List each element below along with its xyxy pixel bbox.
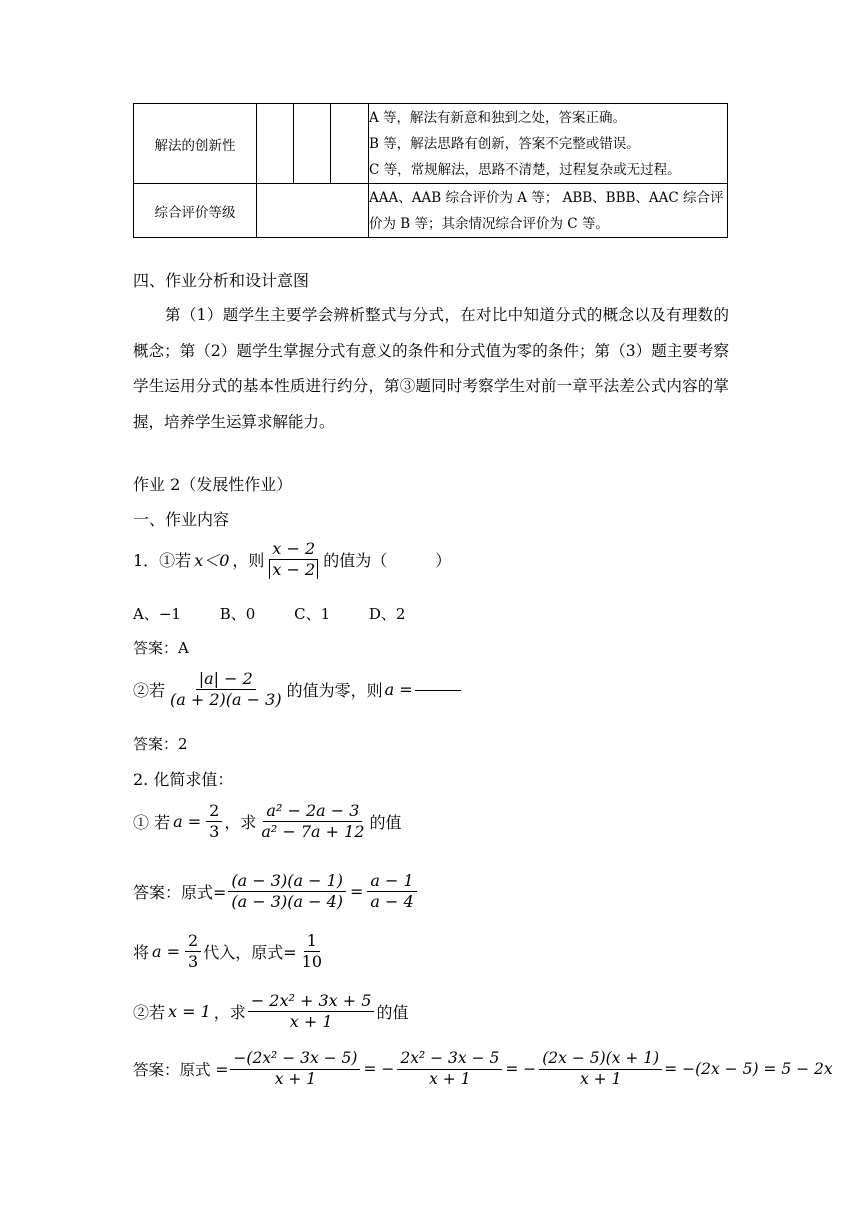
sub-mid: 代入，原式= [203,943,297,963]
content-heading: 一、作业内容 [133,510,230,529]
option-d: D、2 [368,605,406,623]
q2-2-step3 [539,1050,662,1089]
answer-blank [415,689,461,691]
q1-prefix: 1．①若 [133,551,192,571]
fraction-denominator: x + 1 [274,1069,317,1088]
rubric-row-innovation [134,104,728,184]
q1b-suffix: 的值为零，则 [286,681,383,701]
homework-title: 作业 2（发展性作业） [133,475,293,494]
fraction-denominator: x + 1 [580,1069,622,1088]
fraction-numerator: 2x² − 3x − 5 [397,1050,502,1070]
question-2-2 [133,992,408,1032]
fraction-numerator: 2 [206,802,222,822]
q2-1-ask: ，求 [224,813,257,833]
sub-result [299,932,325,972]
question-1 [133,540,451,580]
rubric-desc-innovation [369,104,728,184]
sub-prefix: 将 [133,943,150,963]
rubric-line: 价为 B 等；其余情况综合评价为 C 等。 [369,215,609,232]
q1-options [133,603,405,624]
fraction-denominator: (a − 3)(a − 4) [231,892,343,912]
sub-var: a = [152,942,181,962]
q1b-var: a = [384,680,413,700]
fraction-numerator: 1 [304,932,320,952]
rubric-line: AAA、AAB 综合评价为 A 等； ABB、BBB、AAC 综合评 [369,189,724,206]
fraction-numerator: − 2x² + 3x + 5 [248,992,375,1012]
rubric-label-overall: 综合评价等级 [134,184,257,238]
fraction-numerator: −(2x² − 3x − 5) [230,1050,360,1070]
question-2-1 [133,802,402,842]
q2-2-step2 [397,1050,502,1089]
fraction-numerator: (a − 3)(a − 1) [228,872,346,892]
q2-1-var: a = [173,812,202,832]
answer-label: 答案：原式= [133,883,227,903]
fraction-denominator: x + 1 [289,1012,333,1032]
answer-label: 答案：原式 = [133,1061,229,1080]
q2-2-ask: ，求 [213,1003,246,1023]
question-1b [133,670,461,710]
q1b-prefix: ②若 [133,681,166,701]
q2-2-expression [248,992,375,1032]
q2-1-prefix: ① 若 [133,813,171,833]
rubric-line: B 等，解法思路有创新，答案不完整或错误。 [369,135,640,152]
q1-then: ，则 [232,551,265,571]
q2-1-value [206,802,222,842]
fraction-denominator: a − 4 [370,892,414,912]
q2-1-step2 [367,872,416,912]
rubric-cell-merged [257,184,369,238]
rubric-cell-a [257,104,294,184]
fraction-denominator: x + 1 [429,1069,471,1088]
q1-suffix: 的值为（ ） [323,551,452,571]
option-b: B、0 [219,605,256,623]
fraction-numerator: a² − 2a − 3 [263,802,362,822]
rubric-line: A 等，解法有新意和独到之处，答案正确。 [369,109,627,126]
option-c: C、1 [294,605,331,623]
q1b-fraction [167,670,285,710]
q1-fraction [266,540,321,580]
q2-1-suffix: 的值 [369,813,402,833]
fraction-denominator: a² − 7a + 12 [261,822,365,842]
rubric-row-overall [134,184,728,238]
q2-1-step1 [228,872,346,912]
fraction-numerator: x − 2 [269,540,318,560]
option-a: A、−1 [133,605,181,623]
fraction-numerator: a − 1 [367,872,416,892]
q2-1-answer: 答案：原式= $\frac{(a - 3)(a - 1)}{(a - 3)(a - 4)}$ = $\frac{a - 1}{a - 4}$ [133,872,419,912]
q2-1-substitution [133,932,327,972]
q2-1-expression [258,802,367,842]
q2-2-tail: = −(2x − 5) = 5 − 2x [664,1060,833,1079]
q2-2-suffix: 的值 [376,1003,409,1023]
sub-value [185,932,201,972]
q1-condition: x＜0 [194,551,230,571]
q1-answer: 答案：A [133,639,189,657]
fraction-denominator: 3 [209,822,220,842]
q1b-answer: 答案：2 [133,735,188,753]
q2-2-step1 [230,1050,360,1089]
rubric-table [133,103,728,238]
fraction-numerator: 2 [185,932,201,952]
design-intent-paragraph: 第（1）题学生主要学会辨析整式与分式，在对比中知道分式的概念以及有理数的概念；第（2）题学生掌握分式有意义的条件和分式值为零的条件；第（3）题主要考察学生运用分式的基本性质进行约分，第③题同时考察学生对前一章平法差公式内容的掌握，培养学生运算求解能力。 [133,306,729,431]
section-heading: 四、作业分析和设计意图 [133,271,310,290]
rubric-line: C 等，常规解法，思路不清楚，过程复杂或无过程。 [369,161,681,178]
fraction-denominator: x − 2 [269,560,318,579]
rubric-desc-overall [369,184,728,238]
q2-2-cond: x = 1 [168,1002,211,1022]
fraction-numerator: (2x − 5)(x + 1) [539,1050,662,1070]
fraction-denominator: (a + 2)(a − 3) [170,690,282,710]
fraction-denominator: 3 [188,952,199,972]
q2-2-prefix: ②若 [133,1003,166,1023]
q2-heading: 2. 化简求值： [133,770,234,789]
fraction-numerator: |a| − 2 [196,670,256,690]
q2-2-answer: 答案：原式 = $\frac{\text{−(2x² − 3x − 5)}}{x + 1}$ = − $\frac{\text{2x² − 3x − 5}}{x + 1}$ = − $\frac{(2x - 5)(x + 1)}{x + 1}$ = −(2x − 5) = 5 − 2x [133,1049,833,1088]
rubric-cell-c [331,104,369,184]
rubric-label-innovation: 解法的创新性 [134,104,257,184]
fraction-denominator: 10 [301,952,323,972]
rubric-cell-b [294,104,331,184]
